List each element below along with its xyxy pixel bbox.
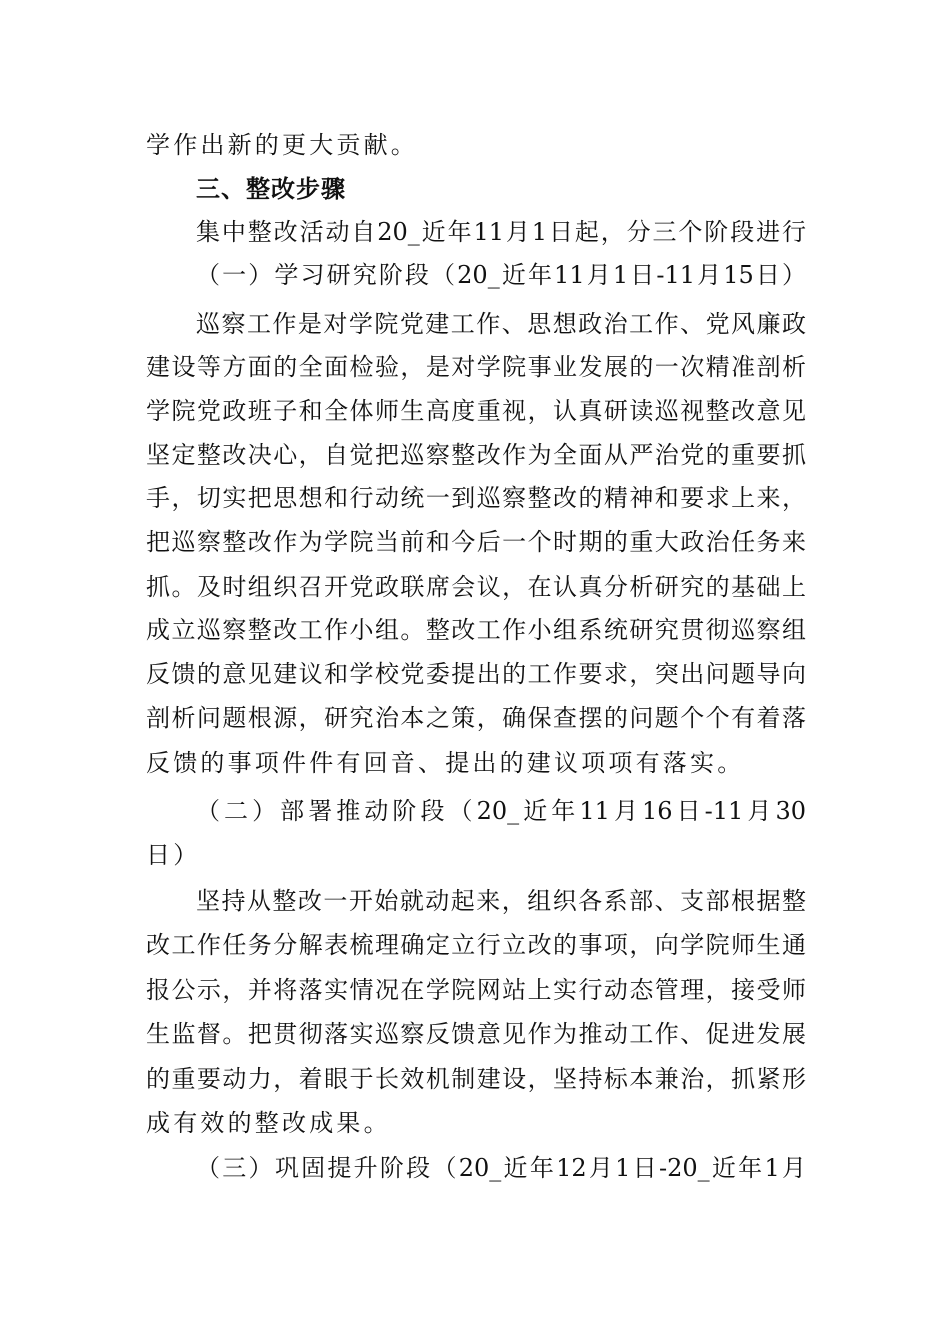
text-line-21: 生监督。把贯彻落实巡察反馈意见作为推动工作、促进发展 [146,1020,806,1048]
section-heading: 三、整改步骤 [196,175,346,203]
text-line-9: 手，切实把思想和行动统一到巡察整改的精神和要求上来， [146,484,806,512]
text-line-3: 集中整改活动自20_近年11月1日起，分三个阶段进行 [196,218,806,246]
text-line-10: 把巡察整改作为学院当前和今后一个时期的重大政治任务来 [146,528,806,556]
text-line-18: 坚持从整改一开始就动起来，组织各系部、支部根据整 [196,887,806,915]
text-line-17: 日） [146,841,201,869]
text-line-20: 报公示，并将落实情况在学院网站上实行动态管理，接受师 [146,976,806,1004]
text-line-15: 反馈的事项件件有回音、提出的建议项项有落实。 [146,749,745,777]
text-line-22: 的重要动力，着眼于长效机制建设，坚持标本兼治，抓紧形 [146,1065,806,1093]
text-line-5: 巡察工作是对学院党建工作、思想政治工作、党风廉政 [196,310,806,338]
text-line-23: 成有效的整改成果。 [146,1109,391,1137]
subheading-phase-2: （二）部署推动阶段（20_近年11月16日-11月30 [196,797,806,825]
text-line-11: 抓。及时组织召开党政联席会议，在认真分析研究的基础上 [146,573,806,601]
text-line-7: 学院党政班子和全体师生高度重视，认真研读巡视整改意见 [146,397,806,425]
subheading-phase-3: （三）巩固提升阶段（20_近年12月1日-20_近年1月 [196,1154,806,1182]
text-line-19: 改工作任务分解表梳理确定立行立改的事项，向学院师生通 [146,931,806,959]
text-line-12: 成立巡察整改工作小组。整改工作小组系统研究贯彻巡察组 [146,616,806,644]
text-line-1: 学作出新的更大贡献。 [146,131,418,159]
text-line-14: 剖析问题根源，研究治本之策，确保查摆的问题个个有着落 [146,704,806,732]
text-line-8: 坚定整改决心，自觉把巡察整改作为全面从严治党的重要抓 [146,441,806,469]
text-line-13: 反馈的意见建议和学校党委提出的工作要求，突出问题导向 [146,660,806,688]
subheading-phase-1: （一）学习研究阶段（20_近年11月1日-11月15日） [196,261,806,289]
text-line-6: 建设等方面的全面检验，是对学院事业发展的一次精准剖析 [146,353,806,381]
